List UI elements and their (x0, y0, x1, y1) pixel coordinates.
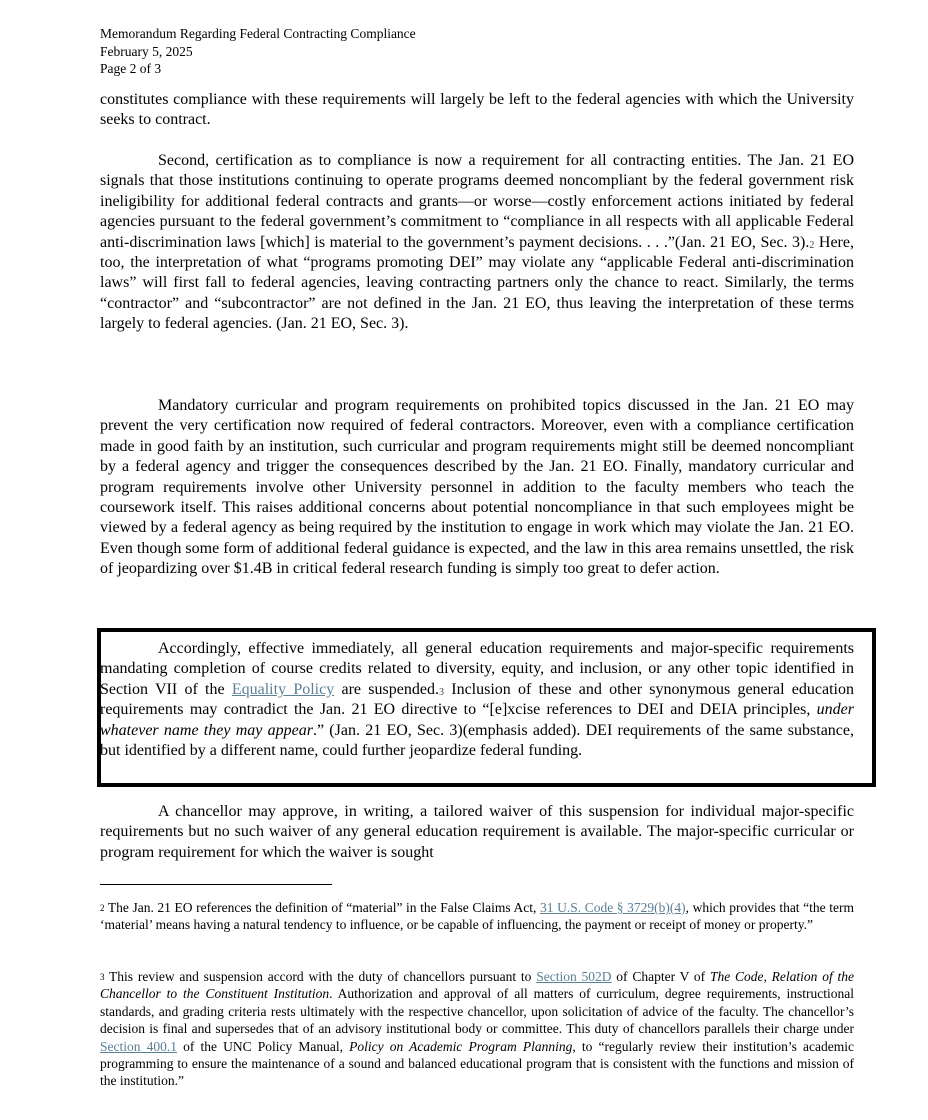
paragraph-text: Second, certification as to compliance is now a requirement for all contracting entities. The Jan. 21 EO signals that those institutions continuing to operate programs deemed noncompliant by the federal government risk ineligibility for additional federal contracts and grants—or worse—costly enforcement actions initiated by federal agencies pursuant to the federal government’s commitment to “compliance in all respects with all applicable Federal anti-discrimination laws [which] is material to the government’s payment decisions. . . .”(Jan. 21 EO, Sec. 3). (100, 152, 854, 251)
paragraph-text: Here, too, the interpretation of what “programs promoting DEI” may violate any “applicable Federal anti-discrimination laws” will first fall to federal agencies, leaving contracting partners only the chance to react. Similarly, the terms “contractor” and “subcontractor” are not defined in the Jan. 21 EO, thus leaving the interpretation of these terms largely to federal agencies. (Jan. 21 EO, Sec. 3). (100, 233, 854, 333)
page-number: Page 2 of 3 (100, 61, 162, 76)
footnote-separator (100, 884, 332, 885)
paragraph-text: Inclusion of these and other synonymous general education requirements may contradict the Jan. 21 EO directive to “[e]xcise references to DEI and DEIA principles, (100, 680, 855, 719)
paragraph-suspension (100, 639, 854, 761)
page-header (100, 25, 416, 78)
emphasis-text: under whatever name they may appear (100, 701, 854, 739)
footnote-text: The Jan. 21 EO references the definition of “material” in the False Claims Act, (104, 900, 540, 915)
paragraph-text: are suspended. (334, 680, 439, 698)
footnote-text: . Authorization and approval of all matters of curriculum, degree requirements, instructional standards, and grading criteria rests ultimately with the respective chancellor, upon solicitation of advice of the faculty. The chancellor’s decision is final and supersedes that of an advisory institutional body or committee. This duty of chancellors parallels their charge under (100, 986, 854, 1037)
memo-title: Memorandum Regarding Federal Contracting Compliance (100, 26, 416, 41)
footnote-number: 3 (100, 972, 105, 982)
footnote-text: , to “regularly review their institution’s academic programming to ensure the maintenance of a sound and balanced educational program that is consistent with the functions and mission of the institution.” (100, 1038, 855, 1089)
us-code-link[interactable]: 31 U.S. Code § 3729(b)(4) (539, 900, 686, 915)
footnote-ref-3[interactable]: 3 (438, 686, 444, 698)
equality-policy-link[interactable]: Equality Policy (231, 680, 335, 698)
paragraph-mandatory-requirements: Mandatory curricular and program requirements on prohibited topics discussed in the Jan. 21 EO may prevent the very certification now required of federal contractors. Moreover, even with a compliance certification made in good faith by an institution, such curricular and program requirements might still be deemed noncompliant by a federal agency and trigger the consequences described by the Jan. 21 EO. Finally, mandatory curricular and program requirements involve other University personnel in addition to the faculty members who teach the coursework itself. This raises additional concerns about potential noncompliance in that such employees might be viewed by a federal agency as being required by the institution to engage in work which may violate the Jan. 21 EO. Even though some form of additional federal guidance is expected, and the law in this area remains unsettled, the risk of jeopardizing over $1.4B in critical federal research funding is simply too great to defer action. (100, 397, 854, 578)
paragraph-text: Accordingly, effective immediately, all general education requirements and major-specific requirements mandating completion of course credits related to diversity, equity, and inclusion, or any other topic identified in Section VII of the (100, 640, 854, 698)
section-502d-link[interactable]: Section 502D (536, 969, 612, 984)
footnote-text: of Chapter V of (611, 969, 710, 984)
paragraph-text: .” (Jan. 21 EO, Sec. 3)(emphasis added). DEI requirements of the same substance, but identified by a different name, could further jeopardize federal funding. (100, 721, 854, 760)
footnote-3 (100, 968, 854, 1090)
paragraph-continued: constitutes compliance with these requirements will largely be left to the federal agencies with which the University seeks to contract. (100, 91, 854, 129)
footnote-2 (100, 899, 854, 934)
footnote-text: of the UNC Policy Manual, (177, 1038, 350, 1054)
policy-title: Policy on Academic Program Planning (349, 1038, 573, 1054)
footnote-text: , which provides that “the term ‘material’ means having a natural tendency to influence, or be capable of influencing, the payment or receipt of money or property.” (100, 900, 854, 933)
section-400-1-link[interactable]: Section 400.1 (100, 1038, 178, 1054)
footnote-number: 2 (100, 903, 105, 913)
footnote-text: This review and suspension accord with the duty of chancellors pursuant to (104, 969, 537, 984)
paragraph-waiver: A chancellor may approve, in writing, a tailored waiver of this suspension for individual major-specific requirements but no such waiver of any general education requirement is available. The major-specific curricular or program requirement for which the waiver is sought (100, 803, 854, 861)
footnote-ref-2[interactable]: 2 (809, 239, 815, 251)
paragraph-certification (100, 151, 854, 335)
code-title: The Code, Relation of the Chancellor to the Constituent Institution (100, 969, 854, 1002)
memo-date: February 5, 2025 (100, 43, 193, 59)
